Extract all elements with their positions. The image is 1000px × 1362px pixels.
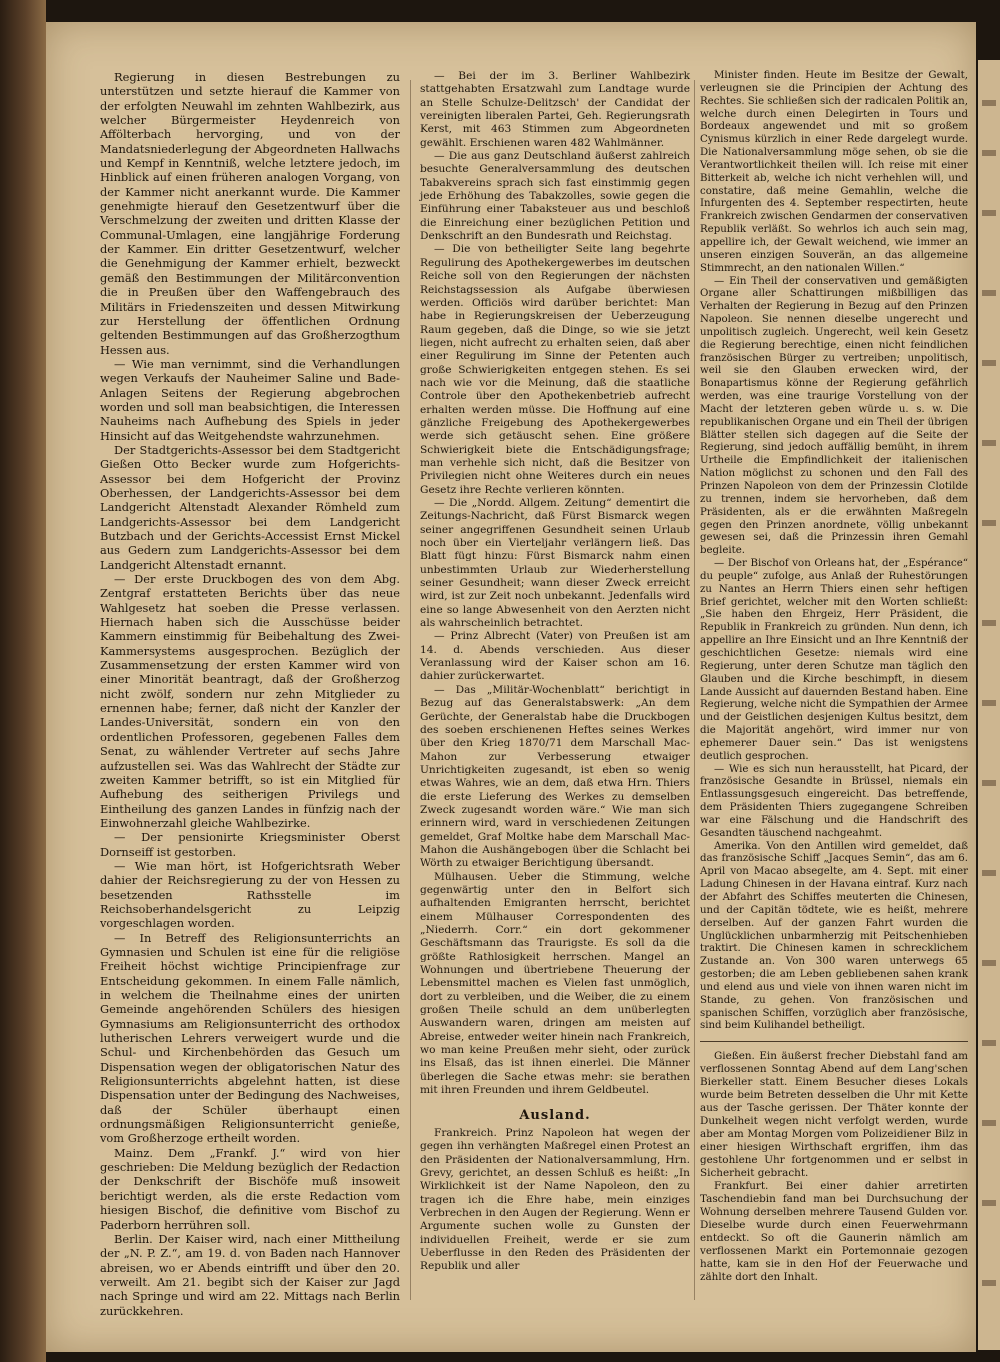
article-paragraph: — Die aus ganz Deutschland äußerst zahlreich besuchte Generalversammlung des deutschen Tabakvereins sprach sich fast einstimmig gegen jede Erhöhung des Tabakzolles, sowie gegen die Einführung einer Tabaksteuer aus und beschloß die Einreichung einer bezüglichen Petition und Denkschrift an den Bundesrath und Reichstag. <box>420 150 690 243</box>
column-rule <box>410 80 411 1300</box>
article-paragraph: — Die von betheiligter Seite lang begehrte Regulirung des Apothekergewerbes im deutschen Reiche soll von den Regierungen der nächsten Reichstagssession als Aufgabe überwiesen werden. Officiös wird darüber berichtet: Man habe in Regierungskreisen der Ueberzeugung Raum gegeben, daß die Dinge, so wie sie jetzt liegen, nicht aufrecht zu erhalten seien, daß aber einer Regulirung im Sinne der Petenten auch große Schwierigkeiten entgegen stehen. Es sei nach wie vor die Meinung, daß die staatliche Controle über den Apothekenbetrieb aufrecht erhalten werden müsse. Die Hoffnung auf eine gänzliche Freigebung des Apothekergewerbes werde sich getäuscht sehen. Eine größere Schwierigkeit biete die Entschädigungsfrage; man verhehle sich nicht, daß die Besitzer von Privilegien nicht ohne Weiteres durch ein neues Gesetz ihre Rechte verlieren könnten. <box>420 243 690 496</box>
article-paragraph: Der Stadtgerichts-Assessor bei dem Stadtgericht Gießen Otto Becker wurde zum Hofgerichts-Assessor bei dem Hofgericht der Provinz Oberhessen, der Landgerichts-Assessor bei dem Landgericht Altenstadt Alexander Römheld zum Landgerichts-Assessor bei dem Landgericht Butzbach und der Gerichts-Accessist Ernst Mickel aus Gedern zum Landgerichts-Assessor bei dem Landgericht Altenstadt ernannt. <box>100 442 400 572</box>
article-paragraph: Regierung in diesen Bestrebungen zu unterstützen und setzte hierauf die Kammer von der erfolgten Neuwahl im zehnten Wahlbezirk, aus welcher Bürgermeister Heydenreich von Affölterbach hervorging, und von der Mandatsniederlegung der Abgeordneten Hallwachs und Kempf in Kenntniß, welche letztere jedoch, im Hinblick auf einen früheren analogen Vorgang, von der Kammer nicht anerkannt wurde. Die Kammer genehmigte hierauf den Gesetzentwurf über die Verschmelzung der zweiten und dritten Klasse der Communal-Umlagen, eine langjährige Forderung der Kammer. Ein dritter Gesetzentwurf, welcher die Genehmigung der Kammer erhielt, bezweckt gemäß den Bestimmungen der Militärconvention die in Preußen über den Waffengebrauch des Militärs in Friedenszeiten und dessen Mitwirkung zur Herstellung der öffentlichen Ordnung geltenden Bestimmungen auf das Großherzogthum Hessen aus. <box>100 70 400 357</box>
article-paragraph: — Der Bischof von Orleans hat, der „Espérance“ du peuple“ zufolge, aus Anlaß der Ruhestörungen zu Nantes an Herrn Thiers einen sehr heftigen Brief gerichtet, welcher mit den Worten schließt: „Sie haben den Ehrgeiz, Herr Präsident, die Republik in Frankreich zu gründen. Nun denn, ich appellire an Ihre Einsicht und an Ihre Kenntniß der geschichtlichen Gesetze: niemals wird eine Regierung, unter deren Schutze man täglich den Glauben und die Kirche beschimpft, in diesem Lande Aussicht auf dauernden Bestand haben. Eine Regierung, welche nicht die Sympathien der Armee und der Geistlichen desjenigen Kultus besitzt, dem die Majorität angehört, wird immer nur von ephemerer Dauer sein.“ Das ist wenigstens deutlich gesprochen. <box>700 558 968 762</box>
section-heading-ausland: Ausland. <box>519 1108 591 1124</box>
article-paragraph: — Bei der im 3. Berliner Wahlbezirk stattgehabten Ersatzwahl zum Landtage wurde an Stelle Schulze-Delitzsch' der Candidat der vereinigten liberalen Partei, Geh. Regierungsrath Kerst, mit 463 Stimmen zum Abgeordneten gewählt. Erschienen waren 482 Wahlmänner. <box>420 70 690 149</box>
article-paragraph: Mülhausen. Ueber die Stimmung, welche gegenwärtig unter den in Belfort sich aufhaltenden Emigranten herrscht, berichtet einem Mülhauser Correspondenten des „Niederrh. Corr.“ ein dort gekommener Geschäftsmann das Traurigste. Es soll da die größte Rathlosigkeit herrschen. Mangel an Wohnungen und übertriebene Theuerung der Lebensmittel machen es Vielen fast unmöglich, dort zu verbleiben, und die Weiber, die zu einem großen Theile schuld an dem unüberlegten Auswandern waren, dringen am meisten auf Abreise, entweder weiter hinein nach Frankreich, wo man keine Preußen mehr sieht, oder zurück ins Elsaß, das ist ihnen einerlei. Die Männer überlegen die Sache etwas mehr: sie berathen mit ihren Freunden und ihrem Geldbeutel. <box>420 870 690 1097</box>
column-left <box>100 70 400 1318</box>
article-paragraph: — Die „Nordd. Allgem. Zeitung“ dementirt die Zeitungs-Nachricht, daß Fürst Bismarck wegen seiner angegriffenen Gesundheit seinen Urlaub noch über ein Vierteljahr verlängern ließ. Das Blatt fügt hinzu: Fürst Bismarck nahm einen unbestimmten Urlaub zur Wiederherstellung seiner Gesundheit; wann dieser Zweck erreicht wird, ist zur Zeit noch unbekannt. Jedenfalls wird eine so lange Abwesenheit von den Aerzten nicht als wahrscheinlich betrachtet. <box>420 497 690 630</box>
local-news-paragraph: Gießen. Ein äußerst frecher Diebstahl fand am verflossenen Sonntag Abend auf dem Lang'schen Bierkeller statt. Einem Besucher dieses Lokals wurde beim Betreten desselben die Uhr mit Kette aus der Tasche gerissen. Der Thäter konnte der Dunkelheit wegen nicht verfolgt werden, wurde aber am Montag Morgen vom Polizeidiener Bilz in einer hiesigen Wirthschaft ergriffen, ihm das gestohlene Uhr fortgenommen und er selbst in Sicherheit gebracht. <box>700 1050 968 1180</box>
section-divider <box>700 1041 968 1042</box>
local-news-paragraph: Frankfurt. Bei einer dahier arretirten Taschendiebin fand man bei Durchsuchung der Wohnung derselben mehrere Tausend Gulden vor. Dieselbe wurde durch einen Feuerwehrmann entdeckt. So oft die Gaunerin nämlich am verflossenen Markt ein Portemonnaie gezogen hatte, kam sie in den Hof der Feuerwache und zählte dort den Inhalt. <box>700 1180 968 1284</box>
article-paragraph: Mainz. Dem „Frankf. J.“ wird von hier geschrieben: Die Meldung bezüglich der Redaction der Denkschrift der Bischöfe muß insoweit berichtigt werden, als die erste Redaction vom hiesigen Bischof, die definitive vom Bischof zu Paderborn herrühren soll. <box>100 1145 400 1232</box>
column-rule <box>694 80 695 1300</box>
article-paragraph: — In Betreff des Religionsunterrichts an Gymnasien und Schulen ist eine für die religiöse Freiheit höchst wichtige Principienfrage zur Entscheidung gekommen. In einem Falle nämlich, in welchem die Theilnahme eines der unirten Gemeinde angehörenden Schülers des hiesigen Gymnasiums am Religionsunterricht des orthodox lutherischen Lehrers verweigert wurde und die Schul- und Kirchenbehörden das Gesuch um Dispensation wegen der obligatorischen Natur des Religionsunterrichts abgelehnt hatten, ist diese Dispensation unter der Bedingung des Nachweises, daß der Schüler überhaupt einen ordnungsmäßigen Religionsunterricht genieße, vom Großherzoge ertheilt worden. <box>100 930 400 1146</box>
article-paragraph: Frankreich. Prinz Napoleon hat wegen der gegen ihn verhängten Maßregel einen Protest an den Präsidenten der Nationalversammlung, Hrn. Grevy, gerichtet, an dessen Schluß es heißt: „In Wirklichkeit ist der Name Napoleon, den zu tragen ich die Ehre habe, mein einziges Verbrechen in den Augen der Regierung. Wenn er Argumente suchen wolle zu Gunsten der individuellen Freiheit, werde er sie zum Ueberflusse in den Reden des Präsidenten der Republik und aller <box>420 1126 690 1273</box>
article-paragraph: Berlin. Der Kaiser wird, nach einer Mittheilung der „N. P. Z.“, am 19. d. von Baden nach Hannover abreisen, wo er Abends eintrifft und über den 20. verweilt. Am 21. begibt sich der Kaiser zur Jagd nach Springe und wird am 22. Mittags nach Berlin zurückkehren. <box>100 1231 400 1318</box>
article-paragraph: — Wie man hört, ist Hofgerichtsrath Weber dahier der Reichsregierung zu der von Hessen zu besetzenden Rathsstelle im Reichsoberhandelsgericht zu Leipzig vorgeschlagen worden. <box>100 858 400 931</box>
article-paragraph: Amerika. Von den Antillen wird gemeldet, daß das französische Schiff „Jacques Semin“, das am 6. April von Macao absegelte, am 4. Sept. mit einer Ladung Chinesen in der Havana eintraf. Kurz nach der Abfahrt des Schiffes meuterten die Chinesen, und der Capitän tödtete, wie es heißt, mehrere derselben. Auf der ganzen Fahrt wurden die Unglücklichen unbarmherzig mit Peitschenhieben traktirt. Die Chinesen kamen in schrecklichem Zustande an. Von 300 waren unterwegs 65 gestorben; die am Leben gebliebenen sahen krank und elend aus und viele von ihnen waren nicht im Stande, zu gehen. Von französischen und spanischen Schiffen, vorzüglich aber französische, sind beim Kulihandel betheiligt. <box>700 840 968 1032</box>
article-paragraph: — Der pensionirte Kriegsminister Oberst Dornseiff ist gestorben. <box>100 830 400 859</box>
article-paragraph: — Das „Militär-Wochenblatt“ berichtigt in Bezug auf das Generalstabswerk: „An dem Gerüchte, der Generalstab habe die Druckbogen des soeben erschienenen Heftes seines Werkes über den Krieg 1870/71 dem Marschall Mac-Mahon zur Verbesserung etwaiger Unrichtigkeiten zugesandt, ist eben so wenig etwas Wahres, wie an dem, daß etwa Hrn. Thiers die erste Lieferung des Werkes zu demselben Zweck zugesandt worden wäre.“ Wie man sich erinnern wird, ward in verschiedenen Zeitungen gemeldet, Graf Moltke habe dem Marschall Mac-Mahon die Aushängebogen über die Schlacht bei Wörth zu etwaiger Berichtigung übersandt. <box>420 683 690 870</box>
article-paragraph: — Ein Theil der conservativen und gemäßigten Organe aller Schattirungen mißbilligen das Verhalten der Regierung in Bezug auf den Prinzen Napoleon. Sie nennen dieselbe ungerecht und unpolitisch zugleich. Ungerecht, weil kein Gesetz die Regierung berechtige, einen nicht feindlichen französischen Bürger zu vertreiben; unpolitisch, weil sie den Glauben erwecken wird, der Bonapartismus könne der Regierung gefährlich werden, was eine traurige Vorstellung von der Macht der letzteren geben würde u. s. w. Die republikanischen Organe und ein Theil der übrigen Blätter stellen sich dagegen auf die Seite der Regierung, sind jedoch auffällig bemüht, in ihrem Urtheile die Empfindlichkeit der italienischen Nation möglichst zu schonen und den Fall des Prinzen Napoleon von dem der Prinzessin Clotilde zu trennen, indem sie hervorheben, daß dem Präsidenten, als er die erwähnten Maßregeln gegen den Prinzen anordnete, völlig unbekannt gewesen sei, daß die Prinzessin ihren Gemahl begleite. <box>700 275 968 557</box>
article-paragraph: — Der erste Druckbogen des von dem Abg. Zentgraf erstatteten Berichts über das neue Wahlgesetz hat soeben die Presse verlassen. Hiernach haben sich die Ausschüsse beider Kammern einstimmig für Beibehaltung des Zwei-Kammersystems ausgesprochen. Bezüglich der Zusammensetzung der ersten Kammer wird von einer Minorität beantragt, daß der Großherzog nicht zwölf, sondern nur zehn Mitglieder zu ernennen habe; ferner, daß nicht der Kanzler der Landes-Universität, sondern ein von den ordentlichen Professoren, gegebenen Falles dem Senat, zu wählender Vertreter auf sechs Jahre aufzustellen sei. Was das Wahlrecht der Städte zur zweiten Kammer betrifft, so ist ein Mitglied für Aufhebung des seitherigen Privilegs und Eintheilung des ganzen Landes in fünfzig nach der Einwohnerzahl gleiche Wahlbezirke. <box>100 572 400 830</box>
column-right <box>700 70 968 1284</box>
column-middle <box>420 70 690 1274</box>
article-paragraph: Minister finden. Heute im Besitze der Gewalt, verleugnen sie die Principien der Achtung des Rechtes. Sie schließen sich der radicalen Politik an, welche durch einen Delegirten in Tours und Bordeaux angewendet und mit so großem Cynismus kürzlich in einer Rede dargelegt wurde. Die Nationalversammlung möge sehen, ob sie die Verantwortlichkeit theilen will. Ich reise mit einer Bitterkeit ab, welche ich nicht verhehlen will, und constatire, daß meine Gemahlin, welche die Infurgenten des 4. September respectirten, heute Frankreich zwischen Gendarmen der conservativen Republik verläßt. So wehrlos ich auch sein mag, appellire ich, der Gewalt weichend, wie immer an unseren einzigen Souverän, an das allgemeine Stimmrecht, an den nationalen Willen.“ <box>700 70 968 274</box>
article-paragraph: — Wie man vernimmt, sind die Verhandlungen wegen Verkaufs der Nauheimer Saline und Bade-Anlagen Seitens der Regierung abgebrochen worden und soll man beabsichtigen, die Interessen Nauheims nach Aufhebung des Spiels in jeder Hinsicht auf das Weitgehendste wahrzunehmen. <box>100 356 400 443</box>
book-spine <box>0 0 46 1362</box>
adjacent-page-edge <box>978 60 1000 1350</box>
article-paragraph: — Prinz Albrecht (Vater) von Preußen ist am 14. d. Abends verschieden. Aus dieser Veranlassung wird der Kaiser schon am 16. dahier zurückerwartet. <box>420 630 690 683</box>
article-paragraph: — Wie es sich nun herausstellt, hat Picard, der französische Gesandte in Brüssel, niemals ein Entlassungsgesuch eingereicht. Das betreffende, dem Präsidenten Thiers zugegangene Schreiben war eine Fälschung und die Handschrift des Gesandten täuschend nachgeahmt. <box>700 763 968 839</box>
